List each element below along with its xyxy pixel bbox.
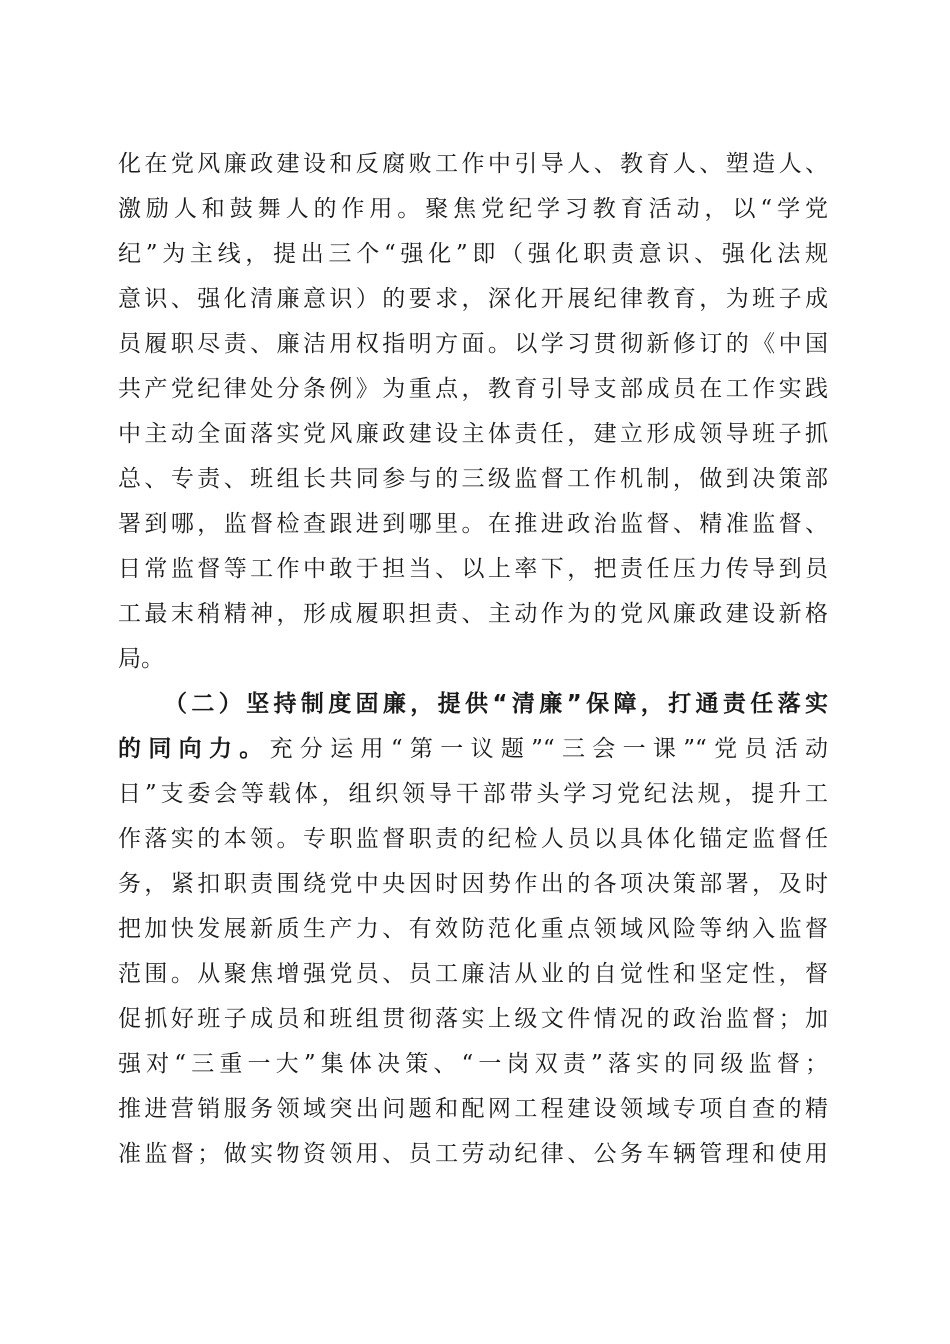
text-line: 推进营销服务领域突出问题和配网工程建设领域专项自查的精 <box>118 1096 828 1122</box>
text-line: 务，紧扣职责围绕党中央因时因势作出的各项决策部署，及时 <box>118 871 828 897</box>
text-line: 化在党风廉政建设和反腐败工作中引导人、教育人、塑造人、 <box>118 151 828 177</box>
text-line: 局。 <box>118 646 164 672</box>
section-heading-end: 的同向力。 <box>118 736 270 762</box>
text-line: 把加快发展新质生产力、有效防范化重点领域风险等纳入监督 <box>118 916 828 942</box>
section-heading: （二）坚持制度固廉，提供“清廉”保障，打通责任落实 <box>164 691 828 717</box>
text-line: 准监督；做实物资领用、员工劳动纪律、公务车辆管理和使用 <box>118 1141 828 1167</box>
text-line: 署到哪，监督检查跟进到哪里。在推进政治监督、精准监督、 <box>118 511 828 537</box>
text-line: 日常监督等工作中敢于担当、以上率下，把责任压力传导到员 <box>118 556 828 582</box>
text-line: 范围。从聚焦增强党员、员工廉洁从业的自觉性和坚定性，督 <box>118 961 828 987</box>
text-line: 作落实的本领。专职监督职责的纪检人员以具体化锚定监督任 <box>118 826 828 852</box>
text-line: 工最末稍精神，形成履职担责、主动作为的党风廉政建设新格 <box>118 601 828 627</box>
text-line: 激励人和鼓舞人的作用。聚焦党纪学习教育活动，以“学党 <box>118 196 828 222</box>
text-line: 共产党纪律处分条例》为重点，教育引导支部成员在工作实践 <box>118 376 828 402</box>
text-line: 促抓好班子成员和班组贯彻落实上级文件情况的政治监督；加 <box>118 1006 828 1032</box>
text-line: 纪”为主线，提出三个“强化”即（强化职责意识、强化法规 <box>118 241 828 267</box>
text-line: 强对“三重一大”集体决策、“一岗双责”落实的同级监督； <box>118 1051 828 1077</box>
text-line <box>118 726 828 772</box>
text-line: 员履职尽责、廉洁用权指明方面。以学习贯彻新修订的《中国 <box>118 331 828 357</box>
text-line: 意识、强化清廉意识）的要求，深化开展纪律教育，为班子成 <box>118 286 828 312</box>
text-line: 日”支委会等载体，组织领导干部带头学习党纪法规，提升工 <box>118 781 828 807</box>
text-line: 总、专责、班组长共同参与的三级监督工作机制，做到决策部 <box>118 466 828 492</box>
text-line: 中主动全面落实党风廉政建设主体责任，建立形成领导班子抓 <box>118 421 828 447</box>
text-span: 充分运用“第一议题”“三会一课”“党员活动 <box>269 736 828 762</box>
